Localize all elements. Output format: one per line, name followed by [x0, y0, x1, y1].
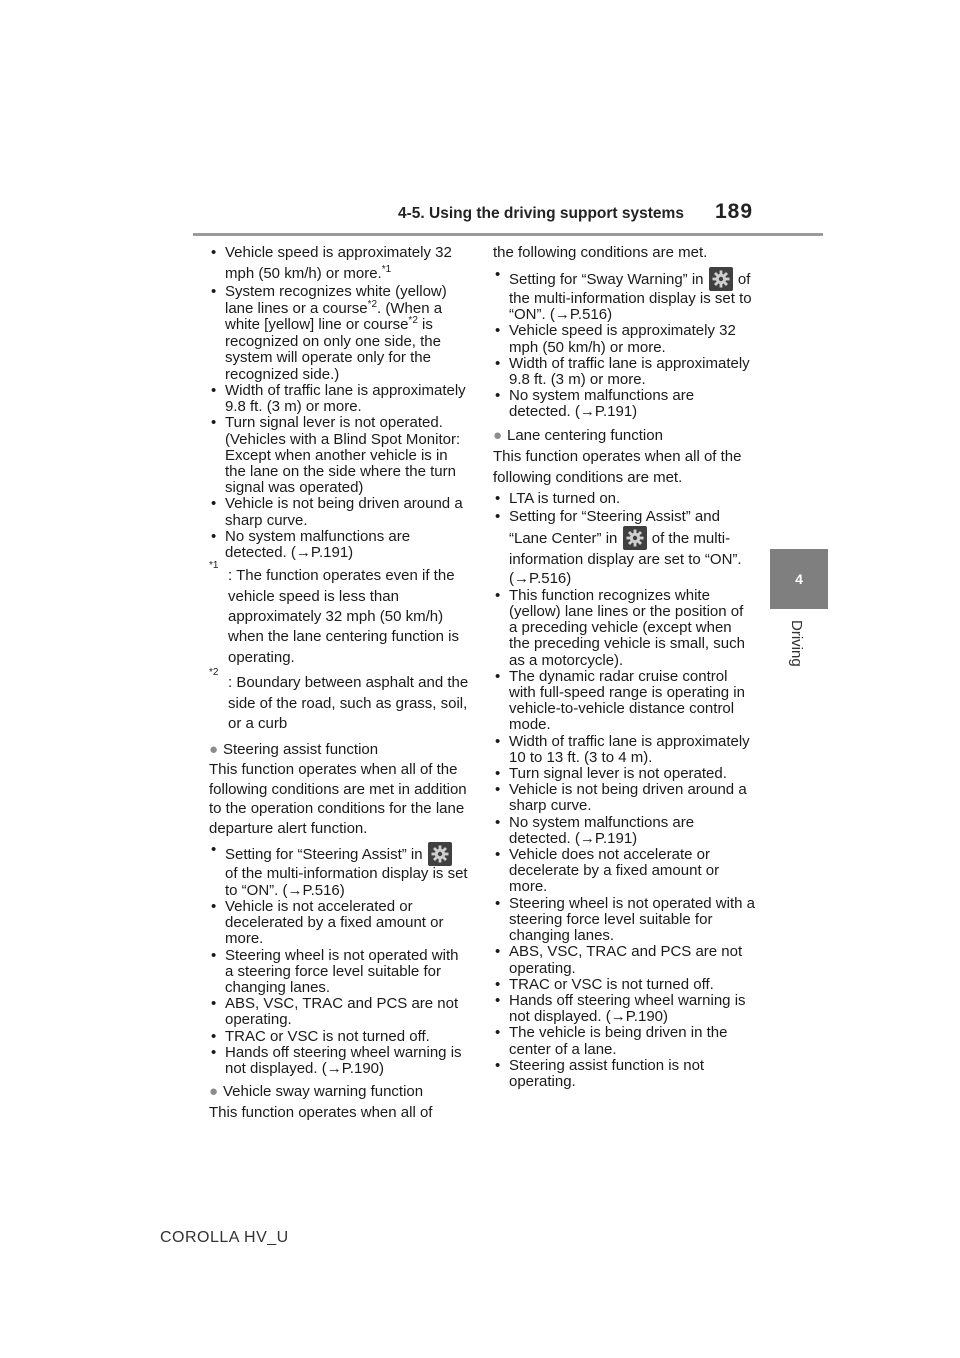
list-item: • Vehicle is not being driven around a sharp curve.: [211, 495, 463, 529]
list-item: • Vehicle is not being driven around a sharp curve.: [495, 781, 747, 815]
list-item: • Setting for “Sway Warning” in of the multi-information display is set to “ON”. (→P.516): [495, 266, 752, 324]
footnote-1: *1 : The function operates even if the vehicle speed is less than approximately 32 mph (50 km/h) when the lane centering function is operating.: [209, 560, 459, 666]
chapter-tab-number: 4: [795, 571, 803, 587]
page-number: 189: [715, 200, 754, 223]
list-item: • The dynamic radar cruise control with full-speed range is operating in vehicle-to-vehicle distance control mode.: [495, 667, 745, 734]
lane-centering-intro: This function operates when all of the following conditions are met.: [493, 447, 742, 486]
header-divider: [193, 233, 823, 236]
arrow-right-icon: →: [287, 881, 303, 899]
list-item: • No system malfunctions are detected. (→P.191): [495, 387, 695, 421]
right-column: [493, 242, 755, 1090]
list-item: • Vehicle speed is approximately 32 mph (50 km/h) or more.: [495, 322, 736, 356]
list-item: • Setting for “Steering Assist” in of the multi-information display is set to “ON”. (→P.516): [211, 841, 468, 899]
left-column: [209, 242, 469, 1123]
list-item: • ABS, VSC, TRAC and PCS are not operating.: [495, 943, 743, 977]
settings-gear-icon: [623, 526, 647, 550]
list-item: • Hands off steering wheel warning is not displayed. (→P.190): [495, 991, 746, 1026]
arrow-right-icon: →: [554, 306, 570, 324]
chapter-tab-label: Driving: [788, 620, 805, 667]
list-item: • Width of traffic lane is approximately 9.8 ft. (3 m) or more.: [211, 382, 466, 416]
arrow-right-icon: →: [579, 829, 595, 847]
list-item: • Turn signal lever is not operated. (Vehicles with a Blind Spot Monitor: Except when another vehicle is in the lane on the side where the turn signal was operated): [211, 414, 461, 497]
sway-warning-heading: ● Vehicle sway warning function: [209, 1083, 424, 1101]
page-reference[interactable]: P.191: [594, 829, 633, 847]
list-item: • Steering assist function is not operating.: [495, 1056, 705, 1090]
list-item: • Vehicle is not accelerated or decelerated by a fixed amount or more.: [211, 897, 444, 948]
list-item: • Steering wheel is not operated with a steering force level suitable for changing lanes.: [495, 894, 755, 945]
settings-gear-icon: [709, 267, 733, 291]
lane-centering-heading: ● Lane centering function: [493, 426, 663, 444]
page-reference[interactable]: P.190: [341, 1059, 379, 1077]
list-item: • Vehicle does not accelerate or decelerate by a fixed amount or more.: [495, 846, 720, 896]
list-item: • This function recognizes white (yellow) lane lines or the position of a preceding vehicle (except when the preceding vehicle is small, such as a motorcycle).: [495, 586, 745, 669]
list-item: • TRAC or VSC is not turned off.: [495, 975, 714, 993]
circle-bullet-icon: ●: [493, 426, 503, 444]
circle-bullet-icon: ●: [209, 1083, 219, 1101]
arrow-right-icon: →: [326, 1059, 342, 1077]
steering-assist-heading: ● Steering assist function: [209, 741, 379, 759]
page-reference[interactable]: P.190: [625, 1008, 663, 1026]
sway-warning-intro-cont: the following conditions are met.: [493, 244, 708, 261]
list-item: • Width of traffic lane is approximately 9.8 ft. (3 m) or more.: [495, 354, 750, 389]
list-item: • Setting for “Steering Assist” and “Lane Center” in of the multi-information display are set to “ON”. (→P.516): [495, 507, 742, 587]
list-item: • No system malfunctions are detected. (→P.191): [211, 527, 411, 562]
arrow-right-icon: →: [514, 569, 529, 587]
arrow-right-icon: →: [295, 544, 311, 562]
list-item: • Hands off steering wheel warning is not displayed. (→P.190): [211, 1043, 462, 1077]
page-reference[interactable]: P.191: [594, 403, 633, 421]
page-reference[interactable]: P.516: [569, 306, 608, 324]
list-item: • Turn signal lever is not operated.: [495, 765, 727, 783]
steering-assist-intro: This function operates when all of the following conditions are met in addition to the operation conditions for the lane departure alert function.: [209, 761, 467, 837]
arrow-right-icon: →: [579, 403, 595, 421]
list-item: • TRAC or VSC is not turned off.: [211, 1027, 430, 1045]
footnote-2: *2 : Boundary between asphalt and the side of the road, such as grass, soil, or a curb: [209, 667, 469, 733]
list-item: • Steering wheel is not operated with a steering force level suitable for changing lanes.: [211, 946, 459, 996]
page-reference[interactable]: P.516: [529, 569, 567, 587]
page-reference[interactable]: P.191: [310, 544, 349, 562]
chapter-tab: [770, 549, 828, 609]
list-item: • Width of traffic lane is approximately 10 to 13 ft. (3 to 4 m).: [495, 732, 750, 766]
arrow-right-icon: →: [610, 1008, 626, 1026]
list-item: • Vehicle speed is approximately 32 mph (50 km/h) or more.$^{*1}$: [211, 244, 452, 282]
footer-model: COROLLA HV_U: [160, 1229, 289, 1246]
page-reference[interactable]: P.516: [302, 881, 340, 899]
list-item: • LTA is turned on.: [495, 489, 621, 507]
list-item: • ABS, VSC, TRAC and PCS are not operating.: [211, 995, 459, 1029]
list-item: • System recognizes white (yellow) lane lines or a course$^{*2}$. (When a white [yellow] line or course$^{*2}$ is recognized on only one side, the system will operate only for the recognized side.): [211, 283, 447, 383]
circle-bullet-icon: ●: [209, 741, 219, 759]
list-item: • The vehicle is being driven in the center of a lane.: [495, 1024, 728, 1058]
settings-gear-icon: [428, 842, 452, 866]
section-title: 4-5. Using the driving support systems: [398, 205, 684, 222]
list-item: • No system malfunctions are detected. (→P.191): [495, 813, 695, 847]
sway-warning-intro: This function operates when all of: [209, 1104, 433, 1122]
